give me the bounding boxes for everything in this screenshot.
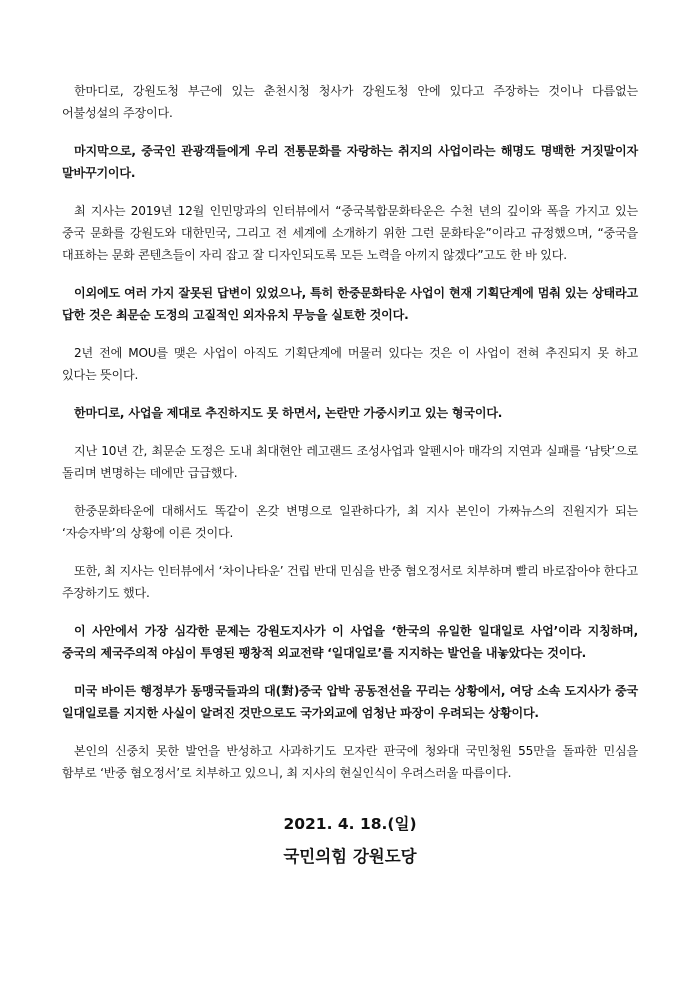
organization-name: 국민의힘 강원도당 xyxy=(283,847,417,866)
body-paragraph: 본인의 신중치 못한 발언을 반성하고 사과하기도 모자란 판국에 청와대 국민청원 55만을 돌파한 민심을 함부로 ‘반중 혐오정서’로 치부하고 있으니, 최 지사의 현실인식이 우려스러울 따름이다. xyxy=(62,744,638,780)
document-body xyxy=(62,80,638,784)
body-paragraph: 최 지사는 2019년 12월 인민망과의 인터뷰에서 “중국복합문화타운은 수천 년의 깊이와 폭을 가지고 있는 중국 문화를 강원도와 대한민국, 그리고 전 세계에 소개하기 위한 그런 문화타운”이라고 규정했으며, “중국을 대표하는 문화 콘텐츠들이 자리 잡고 잘 디자인되도록 모든 노력을 아끼지 않겠다”고도 한 바 있다. xyxy=(62,204,638,262)
body-paragraph: 한중문화타운에 대해서도 똑같이 온갖 변명으로 일관하다가, 최 지사 본인이 가짜뉴스의 진원지가 되는 ‘자승자박’의 상황에 이른 것이다. xyxy=(62,504,638,540)
body-paragraph: 2년 전에 MOU를 맺은 사업이 아직도 기획단계에 머물러 있다는 것은 이 사업이 전혀 추진되지 못 하고 있다는 뜻이다. xyxy=(62,346,638,382)
release-date: 2021. 4. 18.(일) xyxy=(283,815,417,833)
body-paragraph: 지난 10년 간, 최문순 도정은 도내 최대현안 레고랜드 조성사업과 알펜시아 매각의 지연과 실패를 ‘남탓’으로 돌리며 변명하는 데에만 급급했다. xyxy=(62,444,638,480)
body-paragraph: 또한, 최 지사는 인터뷰에서 ‘차이나타운’ 건립 반대 민심을 반중 혐오정서로 치부하며 빨리 바로잡아야 한다고 주장하기도 했다. xyxy=(62,564,638,600)
signature-block xyxy=(62,812,638,870)
body-paragraph: 한마디로, 강원도청 부근에 있는 춘천시청 청사가 강원도청 안에 있다고 주장하는 것이나 다름없는 어불성설의 주장이다. xyxy=(62,84,638,120)
emphasized-paragraph: 이외에도 여러 가지 잘못된 답변이 있었으나, 특히 한중문화타운 사업이 현재 기획단계에 멈춰 있는 상태라고 답한 것은 최문순 도정의 고질적인 외자유치 무능을 실토한 것이다. xyxy=(62,286,638,322)
emphasized-paragraph: 한마디로, 사업을 제대로 추진하지도 못 하면서, 논란만 가중시키고 있는 형국이다. xyxy=(74,406,503,420)
emphasized-paragraph: 이 사안에서 가장 심각한 문제는 강원도지사가 이 사업을 ‘한국의 유일한 일대일로 사업’이라 지칭하며, 중국의 제국주의적 야심이 투영된 팽창적 외교전략 ‘일대일로’를 지지하는 발언을 내놓았다는 것이다. xyxy=(62,624,638,660)
emphasized-paragraph: 마지막으로, 중국인 관광객들에게 우리 전통문화를 자랑하는 취지의 사업이라는 해명도 명백한 거짓말이자 말바꾸기이다. xyxy=(62,144,638,180)
emphasized-paragraph: 미국 바이든 행정부가 동맹국들과의 대(對)중국 압박 공동전선을 꾸리는 상황에서, 여당 소속 도지사가 중국 일대일로를 지지한 사실이 알려진 것만으로도 국가외교에 엄청난 파장이 우려되는 상황이다. xyxy=(62,684,638,720)
